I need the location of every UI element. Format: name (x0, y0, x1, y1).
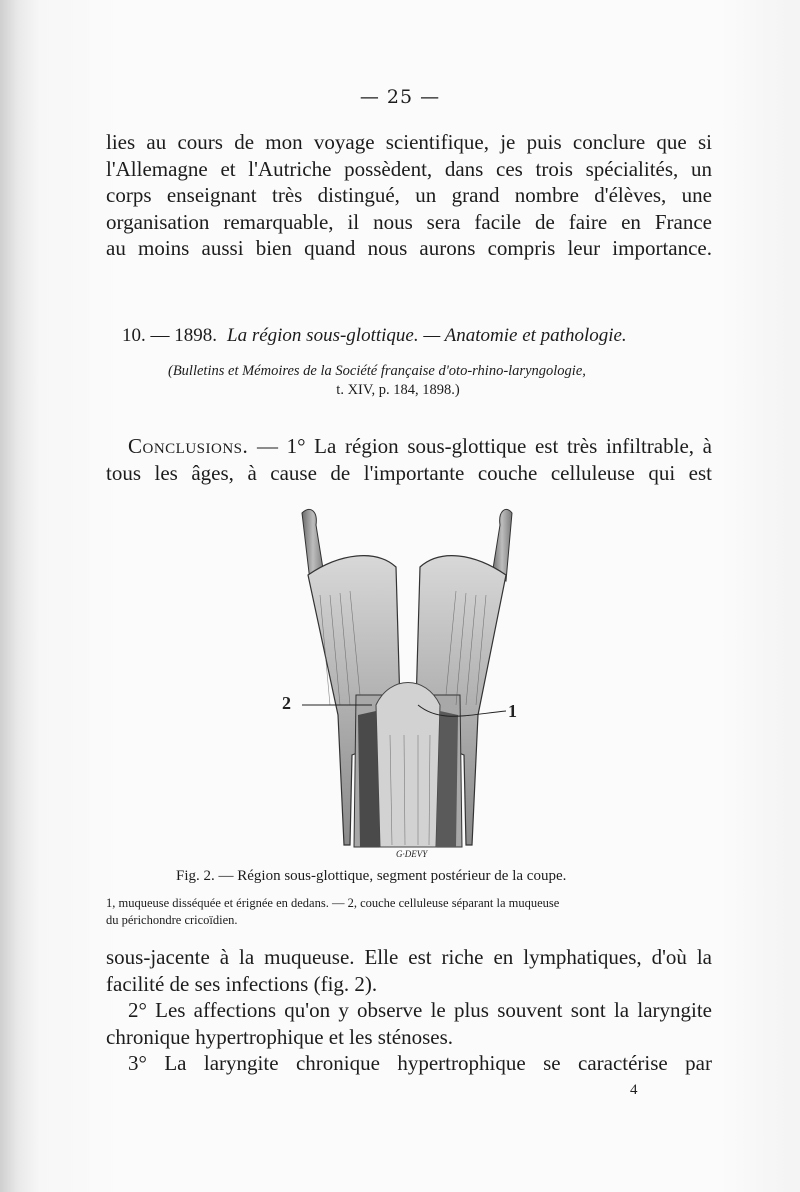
text-line: l'Allemagne et l'Autriche possèdent, dans ces trois spécialités, un (106, 156, 712, 181)
text-line (106, 433, 712, 460)
figure-label-2: 2 (282, 693, 291, 713)
legend-line-2: du périchondre cricoïdien. (106, 913, 238, 927)
figure-caption: Fig. 2. — Région sous-glottique, segment postérieur de la coupe. (176, 868, 567, 884)
entry-reference (168, 362, 668, 400)
text-line: lies au cours de mon voyage scientifique, je puis conclure que si (106, 130, 712, 154)
page-number: — 25 — (359, 86, 441, 108)
text-line: 3° La laryngite chronique hypertrophique se caractérise par (128, 1051, 712, 1076)
text-line: sous-jacente à la muqueuse. Elle est riche en lymphatiques, d'où la (106, 945, 712, 969)
text-line: tous les âges, à cause de l'importante couche celluleuse qui est (106, 460, 712, 485)
text-fragment: — 1° La région sous-glottique est très infiltrable, à (256, 434, 712, 458)
conclusions-heading: Conclusions. (128, 434, 249, 458)
after-figure-paragraph (106, 944, 712, 1077)
figure-legend (106, 895, 716, 929)
conclusions-paragraph (106, 433, 712, 486)
text-line: organisation remarquable, il nous sera facile de faire en France (106, 209, 712, 234)
intro-paragraph (106, 129, 712, 262)
anatomical-figure (280, 505, 530, 865)
entry-title (106, 325, 712, 347)
entry-title-text: La région sous-glottique. — Anatomie et pathologie. (227, 325, 627, 346)
reference-line-1: (Bulletins et Mémoires de la Société française d'oto-rhino-laryngologie, (168, 363, 586, 379)
text-line: corps enseignant très distingué, un grand nombre d'élèves, une (106, 183, 712, 208)
reference-line-2: t. XIV, p. 184, 1898.) (336, 382, 460, 398)
text-line: chronique hypertrophique et les sténoses. (106, 1024, 453, 1049)
signature-mark: 4 (630, 1082, 638, 1098)
engraver-signature: G·DEVY (396, 849, 428, 859)
text-line: au moins aussi bien quand nous aurons compris leur importance. (106, 236, 712, 261)
text-line: facilité de ses infections (fig. 2). (106, 971, 378, 996)
text-line: 2° Les affections qu'on y observe le plus souvent sont la laryngite (128, 998, 712, 1023)
entry-number: 10. — 1898. (122, 325, 217, 346)
figure-label-1: 1 (508, 701, 517, 721)
legend-line-1: 1, muqueuse disséquée et érignée en dedans. — 2, couche celluleuse séparant la muqueuse (106, 896, 560, 910)
larynx-section-illustration (280, 505, 530, 865)
